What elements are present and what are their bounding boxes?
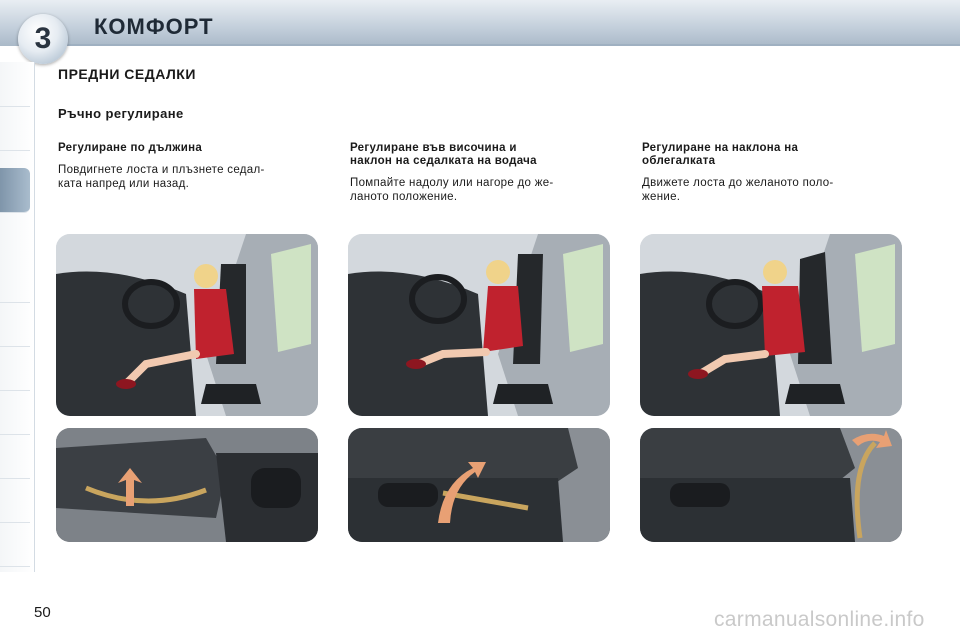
column-text bbox=[642, 176, 904, 204]
car-interior-photo-1 bbox=[56, 234, 318, 416]
chapter-tab-5[interactable] bbox=[0, 302, 30, 347]
chapter-tab-10[interactable] bbox=[0, 522, 30, 567]
text-line: Движете лоста до желаното поло- bbox=[642, 177, 834, 189]
chapter-title: КОМФОРТ bbox=[94, 14, 214, 39]
text-line: жение. bbox=[642, 191, 681, 203]
column-heading bbox=[350, 142, 612, 168]
column-backrest-adjust bbox=[642, 142, 904, 204]
seat-lever-detail-3 bbox=[640, 428, 902, 542]
subsection-title: Ръчно регулиране bbox=[58, 106, 184, 121]
column-length-adjust bbox=[58, 142, 320, 191]
chapter-tab-9[interactable] bbox=[0, 478, 30, 523]
page-number: 50 bbox=[34, 604, 51, 621]
text-line: ката напред или назад. bbox=[58, 178, 190, 190]
heading-line: наклон на седалката на водача bbox=[350, 155, 537, 167]
watermark: carmanualsonline.info bbox=[714, 608, 925, 631]
chapter-tab-7[interactable] bbox=[0, 390, 30, 435]
chapter-tab-6[interactable] bbox=[0, 346, 30, 391]
car-interior-photo-2 bbox=[348, 234, 610, 416]
chapter-badge: 3 bbox=[18, 14, 68, 64]
column-heading bbox=[642, 142, 904, 168]
chapter-tab-8[interactable] bbox=[0, 434, 30, 479]
chapter-tab-4[interactable] bbox=[0, 258, 30, 303]
column-text bbox=[350, 176, 612, 204]
header-divider bbox=[60, 44, 960, 46]
heading-line: облегалката bbox=[642, 155, 716, 167]
seat-lever-detail-1 bbox=[56, 428, 318, 542]
column-text bbox=[58, 163, 320, 191]
column-height-adjust bbox=[350, 142, 612, 204]
chapter-tab-3-active[interactable] bbox=[0, 168, 30, 213]
text-line: Помпайте надолу или нагоре до же- bbox=[350, 177, 554, 189]
heading-line: Регулиране във височина и bbox=[350, 142, 517, 154]
chapter-tab-1[interactable] bbox=[0, 62, 30, 107]
text-line: ланото положение. bbox=[350, 191, 458, 203]
chapter-tab-2[interactable] bbox=[0, 106, 30, 151]
text-line: Повдигнете лоста и плъзнете седал- bbox=[58, 164, 265, 176]
section-title: ПРЕДНИ СЕДАЛКИ bbox=[58, 66, 196, 82]
seat-lever-detail-2 bbox=[348, 428, 610, 542]
chapter-tab-rail bbox=[0, 62, 35, 572]
column-heading: Регулиране по дължина bbox=[58, 142, 203, 154]
car-interior-photo-3 bbox=[640, 234, 902, 416]
heading-line: Регулиране на наклона на bbox=[642, 142, 799, 154]
